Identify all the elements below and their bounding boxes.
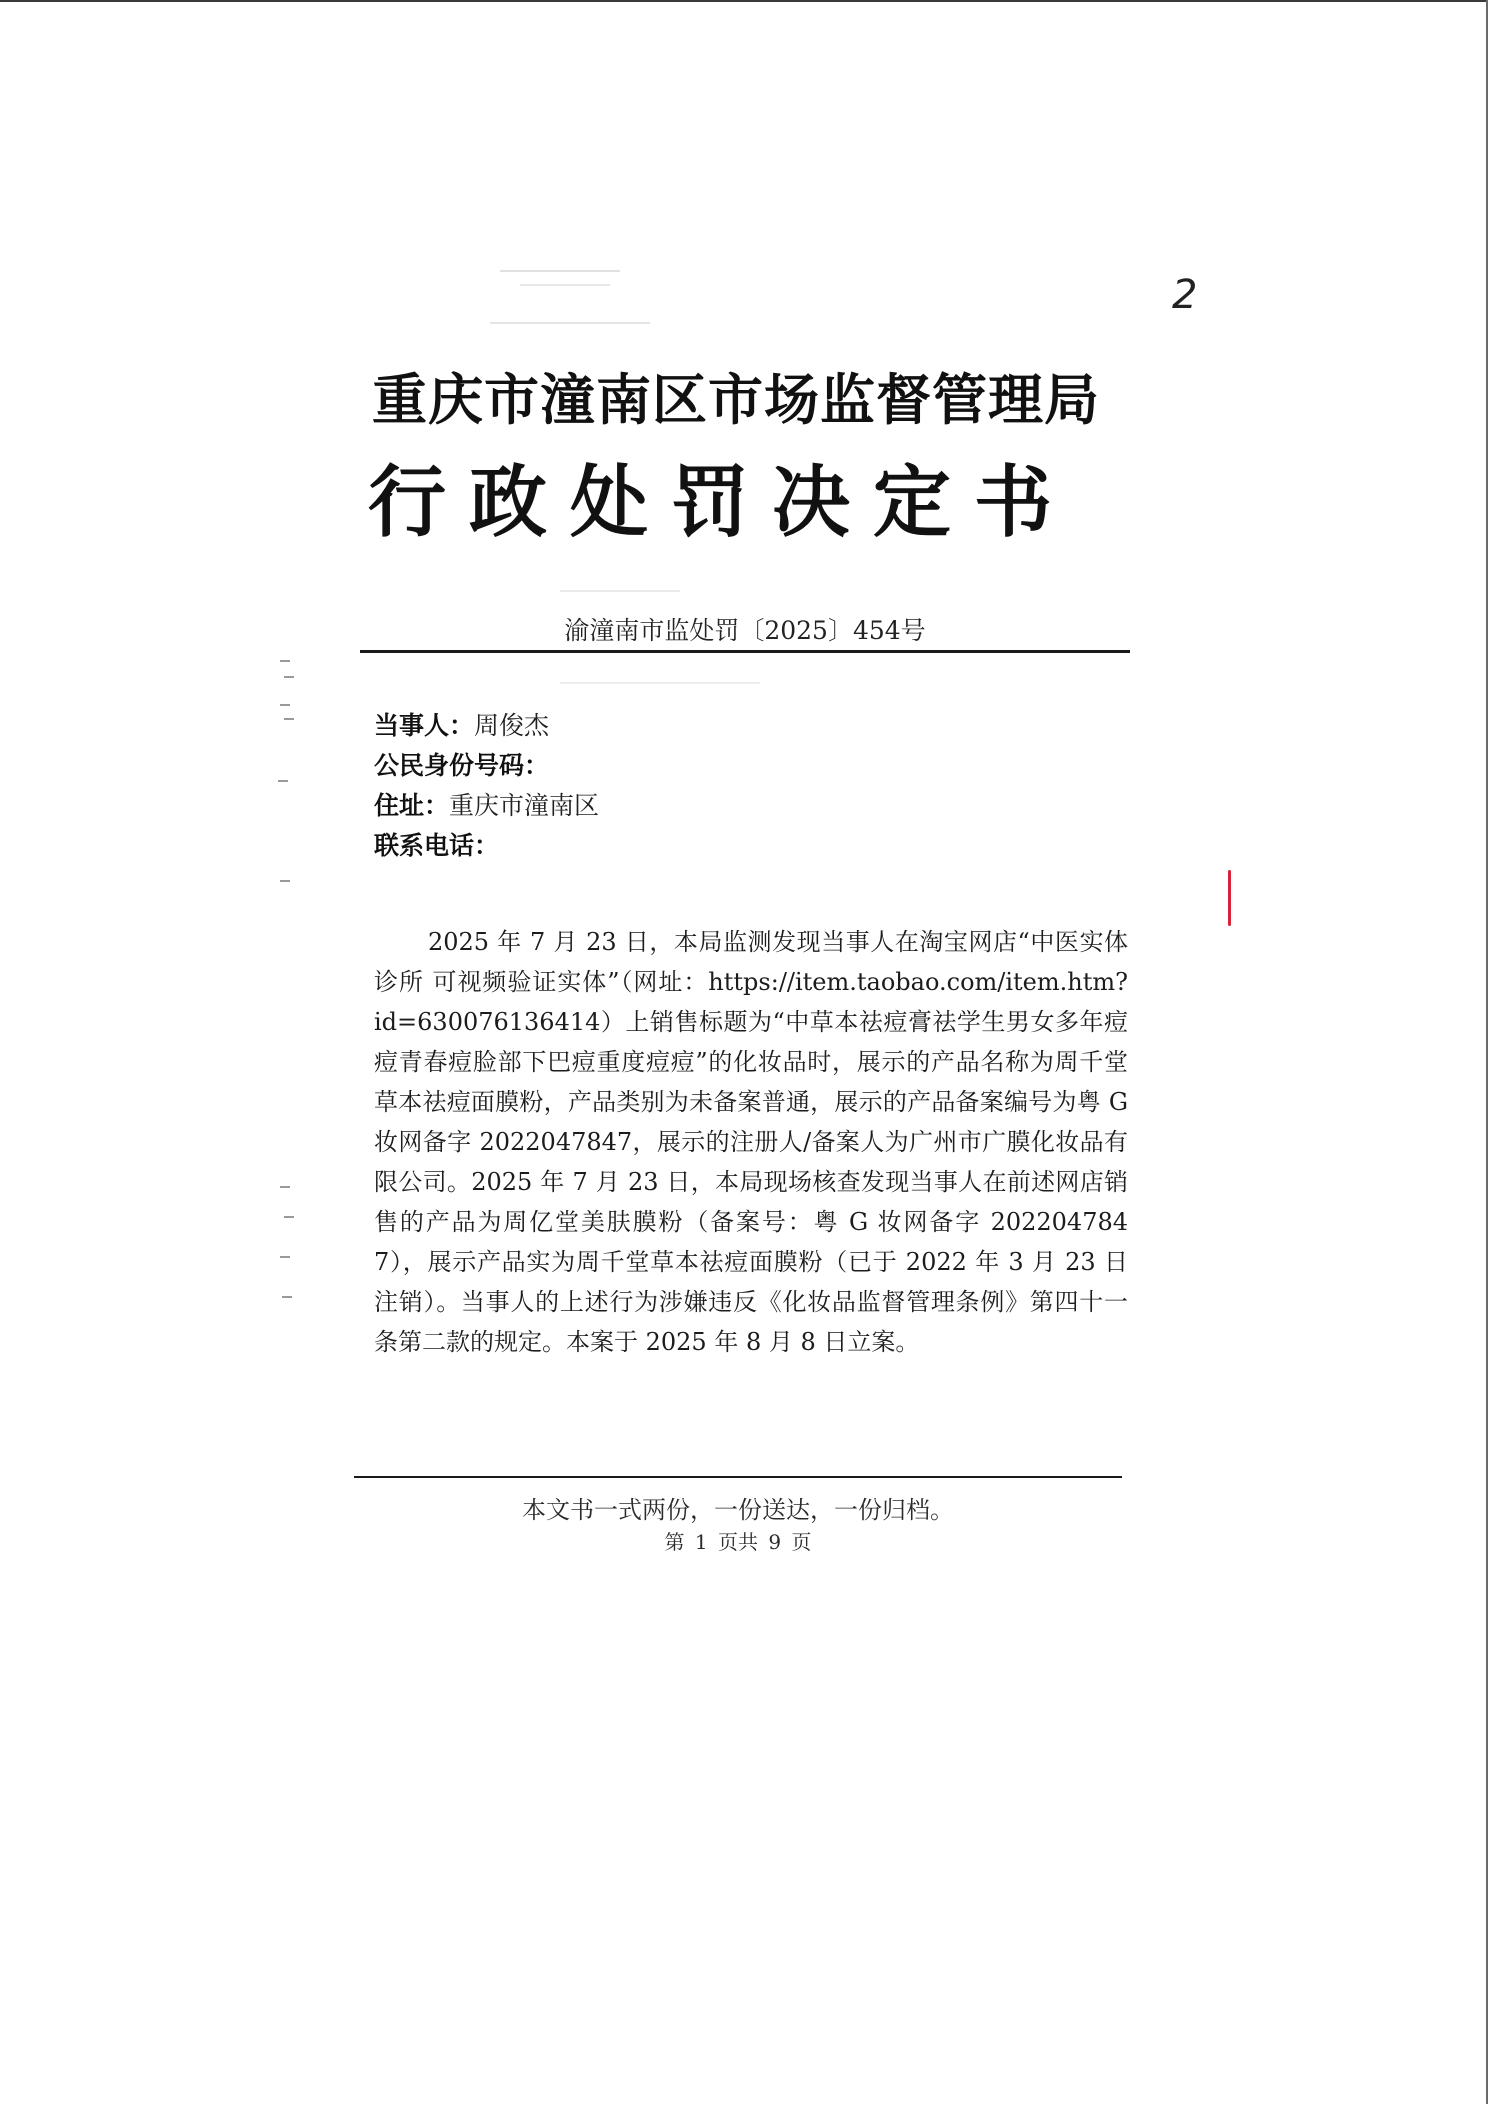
binding-marks xyxy=(280,656,310,1306)
party-address-row xyxy=(374,786,599,826)
party-phone-row xyxy=(374,826,599,866)
agency-title: 重庆市潼南区市场监督管理局 xyxy=(372,368,1101,432)
party-name-row xyxy=(374,706,599,746)
red-ink-mark xyxy=(1228,870,1231,926)
party-name-label: 当事人： xyxy=(374,711,475,740)
party-phone-label: 联系电话： xyxy=(374,831,500,860)
party-address-label: 住址： xyxy=(374,791,450,820)
page-number: 第 1 页共 9 页 xyxy=(664,1530,812,1554)
footer-rule xyxy=(354,1476,1122,1478)
case-facts-paragraph: 2025 年 7 月 23 日，本局监测发现当事人在淘宝网店“中医实体诊所 可视频验证实体”（网址：https://item.taobao.com/item.htm? id=630076136414）上销售标题为“中草本祛痘膏祛学生男女多年痘痘青春痘脸部下巴痘重度痘痘”的化妆品时，展示的产品名称为周千堂草本祛痘面膜粉，产品类别为未备案普通，展示的产品备案编号为粤 G 妆网备字 2022047847，展示的注册人/备案人为广州市广膜化妆品有限公司。2025 年 7 月 23 日，本局现场核查发现当事人在前述网店销售的产品为周亿堂美肤膜粉（备案号：粤 G 妆网备字 2022047847），展示产品实为周千堂草本祛痘面膜粉（已于 2022 年 3 月 23 日注销）。当事人的上述行为涉嫌违反《化妆品监督管理条例》第四十一条第二款的规定。本案于 2025 年 8 月 8 日立案。 xyxy=(374,928,1128,1356)
page-border-top xyxy=(0,0,1488,2)
handwritten-page-mark: 2 xyxy=(1172,272,1198,318)
document-number: 渝潼南市监处罚〔2025〕454号 xyxy=(564,616,926,645)
party-name-value: 周俊杰 xyxy=(474,711,550,740)
footer-note: 本文书一式两份，一份送达，一份归档。 xyxy=(522,1496,954,1524)
party-address-value: 重庆市潼南区 xyxy=(449,791,600,820)
header-rule xyxy=(360,650,1130,653)
party-info xyxy=(374,706,599,866)
party-id-row xyxy=(374,746,599,786)
document-title: 行政处罚决定书 xyxy=(368,458,1076,548)
party-id-label: 公民身份号码： xyxy=(374,751,550,780)
